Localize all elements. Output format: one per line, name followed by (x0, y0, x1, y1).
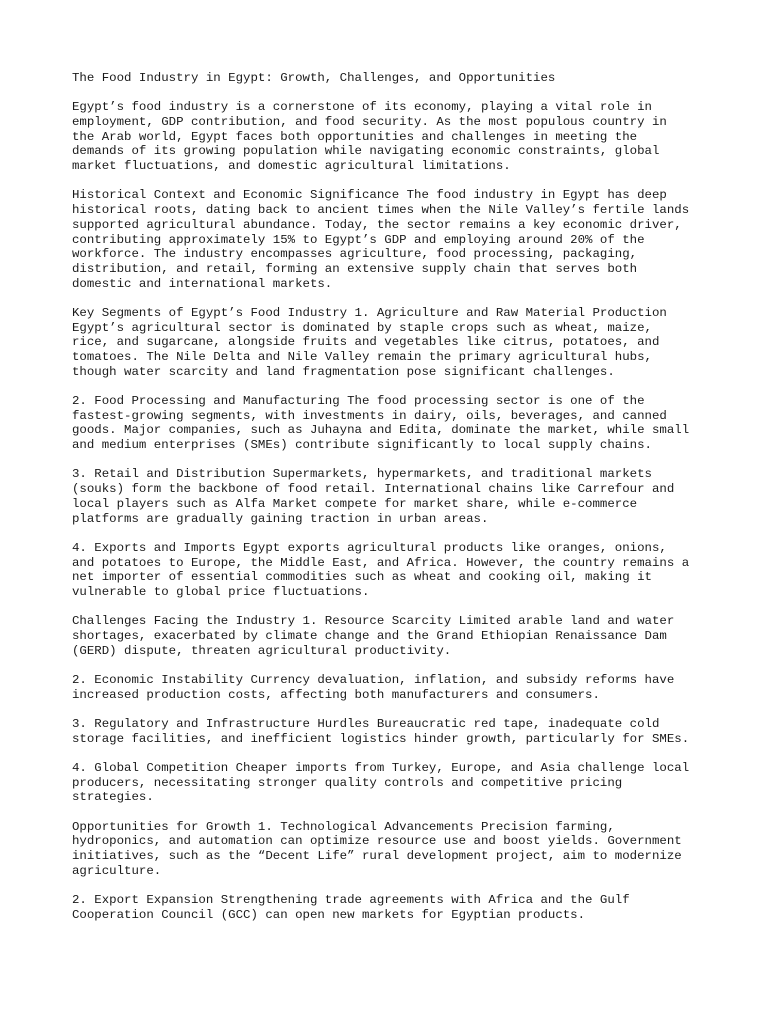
paragraph-challenges-resource-scarcity: Challenges Facing the Industry 1. Resource Scarcity Limited arable land and water shortages, exacerbated by climate change and the Grand Ethiopian Renaissance Dam (GERD) dispute, threaten agricultural productivity. (72, 614, 675, 658)
document-title: The Food Industry in Egypt: Growth, Challenges, and Opportunities (72, 71, 556, 85)
paragraph-exports-imports: 4. Exports and Imports Egypt exports agricultural products like oranges, onions, and potatoes to Europe, the Middle East, and Africa. However, the country remains a net importer of essential commodities such as wheat and cooking oil, making it vulnerable to global price fluctuations. (72, 540, 690, 599)
paragraph-historical-context: Historical Context and Economic Significance The food industry in Egypt has deep historical roots, dating back to ancient times when the Nile Valley’s fertile lands supported agricultural abundance. Today, the sector remains a key economic driver, contributing approximately 15% to Egypt’s GDP and employing around 20% of the workforce. The industry encompasses agriculture, food processing, packaging, distribution, and retail, forming an extensive supply chain that serves both domestic and international markets. (72, 188, 690, 291)
paragraph-food-processing: 2. Food Processing and Manufacturing The food processing sector is one of the fastest-growing segments, with investments in dairy, oils, beverages, and canned goods. Major companies, such as Juhayna and Edita, dominate the market, while small and medium enterprises (SMEs) contribute significantly to local supply chains. (72, 394, 690, 453)
paragraph-key-segments-agriculture: Key Segments of Egypt’s Food Industry 1. Agriculture and Raw Material Production Egypt’s agricultural sector is dominated by staple crops such as wheat, maize, rice, and sugarcane, alongside fruits and vegetables like citrus, potatoes, and tomatoes. The Nile Delta and Nile Valley remain the primary agricultural hubs, though water scarcity and land fragmentation pose significant challenges. (72, 305, 667, 379)
paragraph-regulatory-hurdles: 3. Regulatory and Infrastructure Hurdles Bureaucratic red tape, inadequate cold storage facilities, and inefficient logistics hinder growth, particularly for SMEs. (72, 716, 690, 746)
paragraph-economic-instability: 2. Economic Instability Currency devaluation, inflation, and subsidy reforms have increased production costs, affecting both manufacturers and consumers. (72, 672, 675, 702)
paragraph-retail-distribution: 3. Retail and Distribution Supermarkets, hypermarkets, and traditional markets (souks) form the backbone of food retail. International chains like Carrefour and local players such as Alfa Market compete for market share, while e-commerce platforms are gradually gaining traction in urban areas. (72, 467, 675, 526)
paragraph-intro: Egypt’s food industry is a cornerstone of its economy, playing a vital role in employment, GDP contribution, and food security. As the most populous country in the Arab world, Egypt faces both opportunities and challenges in meeting the demands of its growing population while navigating economic constraints, global market fluctuations, and domestic agricultural limitations. (72, 100, 667, 174)
paragraph-global-competition: 4. Global Competition Cheaper imports from Turkey, Europe, and Asia challenge local producers, necessitating stronger quality controls and competitive pricing strategies. (72, 760, 690, 805)
paragraph-opportunities-technology: Opportunities for Growth 1. Technological Advancements Precision farming, hydroponics, and automation can optimize resource use and boost yields. Government initiatives, such as the “Decent Life” rural development project, aim to modernize agriculture. (72, 819, 682, 878)
paragraph-export-expansion: 2. Export Expansion Strengthening trade agreements with Africa and the Gulf Cooperation Council (GCC) can open new markets for Egyptian products. (72, 893, 630, 922)
document-page (72, 71, 712, 937)
